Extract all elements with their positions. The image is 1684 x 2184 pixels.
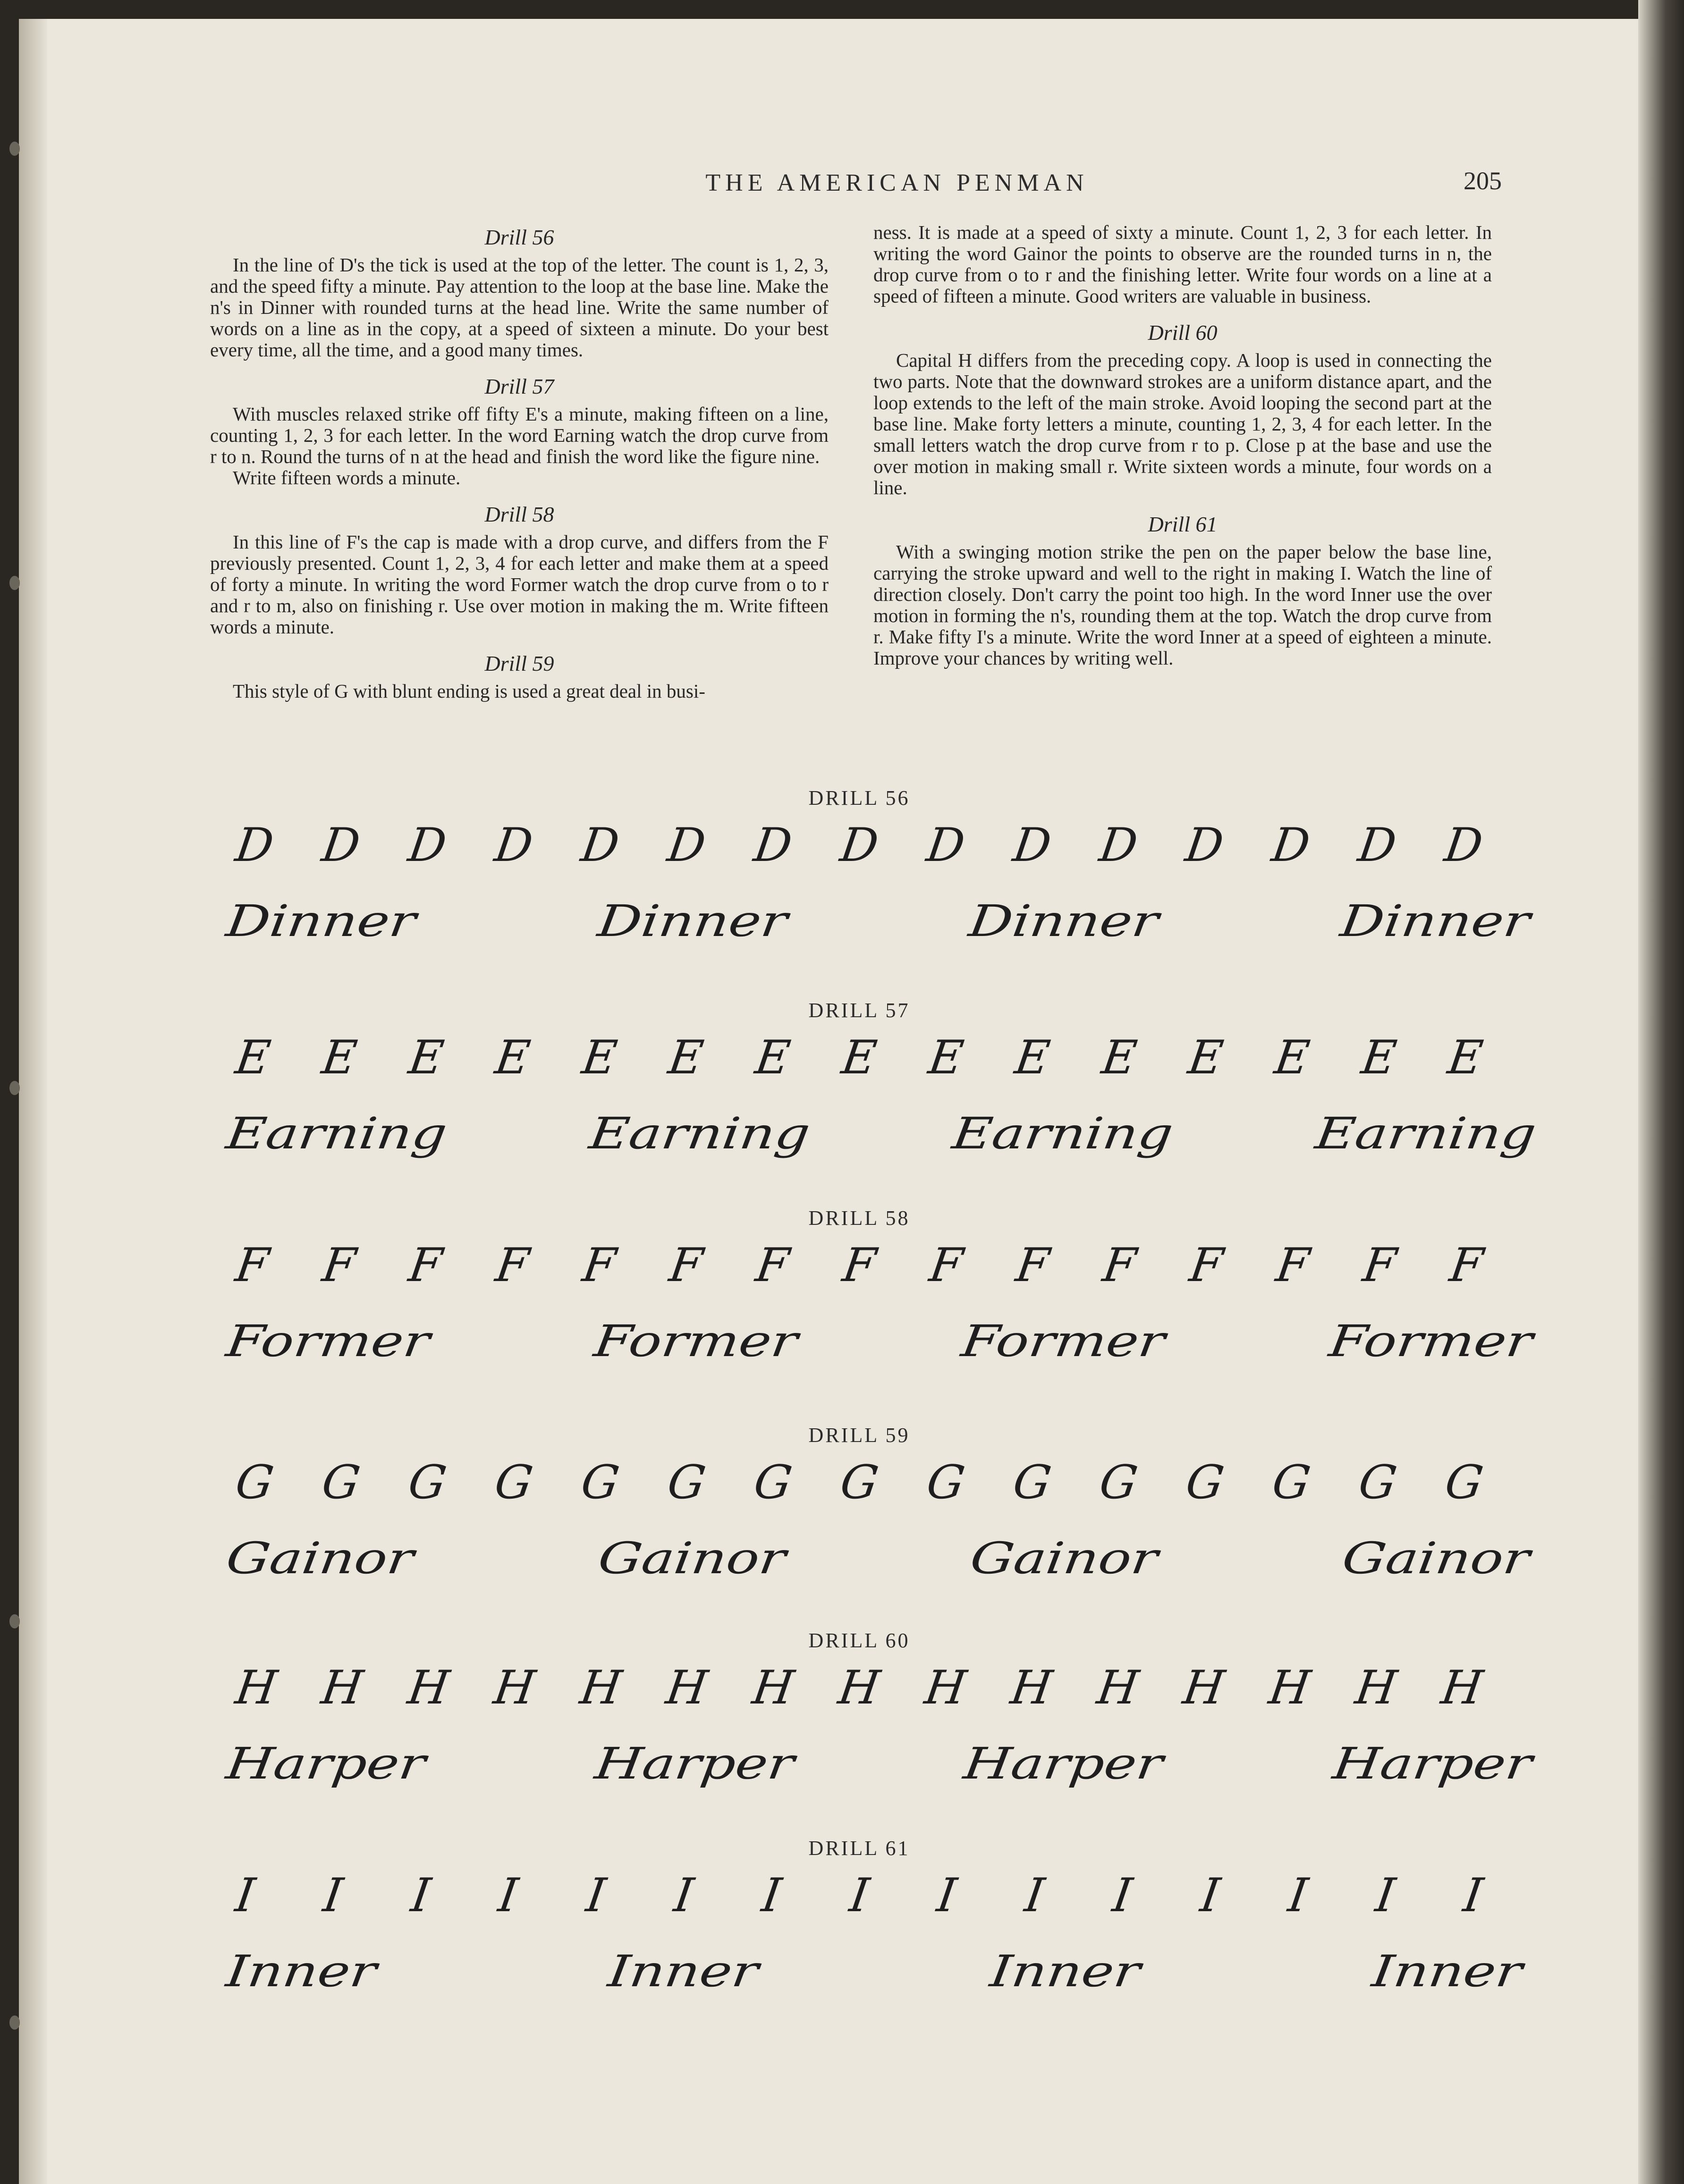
script-word: Former [958, 1315, 1168, 1366]
script-capital: F [1446, 1239, 1486, 1292]
script-capital: H [318, 1661, 366, 1715]
script-capital: H [921, 1661, 970, 1715]
binding-mark [9, 2015, 20, 2030]
script-capital: E [1271, 1031, 1313, 1085]
script-capital: I [407, 1869, 434, 1923]
script-capital: D [405, 818, 450, 872]
script-capital: E [405, 1031, 447, 1085]
binding-mark [9, 576, 20, 590]
script-capital: E [492, 1031, 533, 1085]
script-capital: D [1009, 818, 1055, 872]
script-capital: H [1093, 1661, 1142, 1715]
script-capital: H [1007, 1661, 1056, 1715]
script-capital: F [1273, 1239, 1313, 1292]
script-capital: H [232, 1661, 280, 1715]
script-capital: H [1179, 1661, 1228, 1715]
script-capital: F [579, 1239, 619, 1292]
script-capital: G [837, 1456, 882, 1509]
specimen-title: DRILL 61 [808, 1837, 910, 1860]
script-capital: I [232, 1869, 258, 1923]
drill-specimen [217, 998, 1540, 1162]
drill-57-heading: Drill 57 [484, 374, 554, 398]
drill-59-text-continued: ness. It is made at a speed of sixty a minute. Count 1, 2, 3 for each letter. In writing the word Gainor the points to observe are the rounded turns in n, the drop curve from o to r and the finishing letter. Write four words on a line at a speed of fifteen a minute. Good writers are valuable in business. [873, 221, 1492, 307]
script-capital: D [1096, 818, 1141, 872]
script-capital: G [1269, 1456, 1313, 1509]
script-capital: E [1098, 1031, 1140, 1085]
binding-mark [9, 1081, 20, 1095]
script-word-row [217, 893, 1533, 949]
script-word: Inner [1369, 1946, 1525, 1997]
script-word: Dinner [223, 895, 419, 946]
script-capital: G [1182, 1456, 1227, 1509]
script-word-row [217, 1943, 1525, 1999]
script-capital: F [666, 1239, 706, 1292]
script-capital: F [1360, 1239, 1400, 1292]
script-capital: D [664, 818, 709, 872]
script-word-row [217, 1105, 1540, 1162]
book-page [19, 19, 1638, 2184]
script-capital: D [491, 818, 536, 872]
script-capital: E [319, 1031, 361, 1085]
drill-59-text: This style of G with blunt ending is used a great deal in busi- [233, 680, 705, 702]
script-capital: H [1438, 1661, 1486, 1715]
running-title: THE AMERICAN PENMAN [705, 169, 1089, 196]
script-capital: G [491, 1456, 536, 1509]
script-capital: D [750, 818, 795, 872]
script-word: Earning [586, 1108, 813, 1159]
script-capital: F [1013, 1239, 1053, 1292]
drill-specimen [217, 1206, 1536, 1369]
specimen-title: DRILL 60 [808, 1629, 910, 1652]
script-capital: I [1372, 1869, 1399, 1923]
script-capital: E [752, 1031, 794, 1085]
script-word-row [217, 1530, 1533, 1586]
script-capital: F [1100, 1239, 1140, 1292]
script-capital: E [838, 1031, 880, 1085]
script-capital: G [577, 1456, 623, 1509]
script-capital: D [318, 818, 364, 872]
script-word: Gainor [967, 1533, 1161, 1584]
script-capital: H [491, 1661, 539, 1715]
drill-specimen [217, 786, 1533, 949]
script-capital: D [923, 818, 968, 872]
script-capital: I [1285, 1869, 1311, 1923]
script-capital: I [495, 1869, 522, 1923]
script-word: Earning [223, 1108, 450, 1159]
binding-shadow [19, 19, 47, 2184]
script-word-row [217, 1735, 1535, 1792]
script-capital: I [846, 1869, 872, 1923]
script-capital: D [232, 818, 277, 872]
capital-letter-row [217, 1240, 1501, 1291]
script-capital: G [664, 1456, 709, 1509]
script-word: Dinner [1337, 895, 1533, 946]
script-word: Dinner [594, 895, 790, 946]
drill-58-text: In this line of F's the cap is made with a drop curve, and differs from the F previously presented. Count 1, 2, 3, 4 for each letter and make them at a speed of forty a minute. In writing the word Former watch the drop curve from o to r and r to m, also on finishing r. Use over motion in making the m. Write fifteen words a minute. [210, 531, 829, 638]
script-word: Harper [592, 1738, 797, 1789]
script-word: Former [223, 1315, 433, 1366]
script-capital: E [232, 1031, 274, 1085]
script-capital: H [749, 1661, 797, 1715]
script-capital: G [1096, 1456, 1141, 1509]
script-capital: F [319, 1239, 359, 1292]
script-word: Earning [949, 1108, 1176, 1159]
script-word: Gainor [595, 1533, 789, 1584]
script-capital: G [405, 1456, 450, 1509]
script-capital: I [934, 1869, 960, 1923]
script-capital: E [1012, 1031, 1053, 1085]
script-capital: E [925, 1031, 967, 1085]
capital-letter-row [217, 1662, 1501, 1714]
script-capital: H [1352, 1661, 1400, 1715]
specimen-title: DRILL 57 [808, 999, 910, 1022]
script-word: Inner [987, 1946, 1143, 1997]
drill-56-text: In the line of D's the tick is used at the top of the letter. The count is 1, 2, 3, and the speed fifty a minute. Pay attention to the loop at the base line. Make the n's in Dinner with rounded turns at the head line. Write the same number of words on a line as in the copy, at a speed of sixteen a minute. Do your best every time, all the time, and a good many times. [210, 254, 829, 361]
drill-57-text: With muscles relaxed strike off fifty E's a minute, making fifteen on a line, counting 1, 2, 3 for each letter. In the word Earning watch the drop curve from r to n. Round the turns of n at the head and finish the word like the figure nine. [210, 403, 829, 467]
script-capital: I [1022, 1869, 1048, 1923]
drill-specimen [217, 1628, 1535, 1792]
drill-specimen [217, 1423, 1533, 1586]
drill-56-heading: Drill 56 [484, 225, 554, 249]
binding-mark [9, 1614, 20, 1628]
script-capital: F [839, 1239, 879, 1292]
script-word-row [217, 1313, 1536, 1369]
script-capital: F [1186, 1239, 1226, 1292]
script-capital: G [318, 1456, 364, 1509]
script-capital: I [583, 1869, 609, 1923]
script-capital: E [1185, 1031, 1227, 1085]
drill-58-heading: Drill 58 [484, 502, 554, 526]
drill-specimen [217, 1836, 1525, 1999]
script-capital: E [665, 1031, 707, 1085]
right-column [873, 222, 1492, 669]
script-capital: I [670, 1869, 697, 1923]
drill-60-heading: Drill 60 [1148, 320, 1218, 345]
script-capital: I [1109, 1869, 1135, 1923]
script-capital: F [753, 1239, 793, 1292]
script-capital: G [1441, 1456, 1486, 1509]
script-word: Gainor [1339, 1533, 1533, 1584]
script-capital: I [758, 1869, 785, 1923]
drill-59-heading: Drill 59 [484, 651, 554, 675]
script-word: Former [591, 1315, 801, 1366]
specimen-title: DRILL 56 [808, 786, 910, 810]
page-number: 205 [1464, 167, 1502, 195]
left-column [210, 222, 829, 702]
script-capital: E [578, 1031, 620, 1085]
script-word: Harper [961, 1738, 1166, 1789]
capital-letter-row [217, 1032, 1501, 1084]
drill-57-text-2: Write fifteen words a minute. [233, 467, 461, 489]
script-capital: H [663, 1661, 711, 1715]
script-capital: H [404, 1661, 453, 1715]
script-capital: I [1460, 1869, 1486, 1923]
script-word: Earning [1312, 1108, 1540, 1159]
drill-61-heading: Drill 61 [1148, 512, 1218, 536]
drill-61-text: With a swinging motion strike the pen on the paper below the base line, carrying the stroke upward and well to the right in making I. Watch the line of direction closely. Don't carry the point too high. In the word Inner use the over motion in forming the n's, rounding them at the top. Watch the drop curve from r. Make fifty I's a minute. Write the word Inner at a speed of eighteen a minute. Improve your chances by writing well. [873, 541, 1492, 669]
script-capital: D [837, 818, 882, 872]
script-word: Former [1326, 1315, 1536, 1366]
script-word: Harper [223, 1738, 429, 1789]
capital-letter-row [217, 819, 1501, 871]
specimen-title: DRILL 59 [808, 1424, 910, 1447]
capital-letter-row [217, 1870, 1501, 1922]
script-capital: F [406, 1239, 446, 1292]
script-word: Harper [1329, 1738, 1535, 1789]
script-capital: I [1197, 1869, 1223, 1923]
script-capital: H [1266, 1661, 1314, 1715]
script-word: Inner [223, 1946, 380, 1997]
script-capital: G [750, 1456, 795, 1509]
script-capital: D [1269, 818, 1314, 872]
binding-mark [9, 142, 20, 156]
script-capital: D [1182, 818, 1227, 872]
script-word: Gainor [223, 1533, 417, 1584]
script-word: Inner [605, 1946, 762, 1997]
script-capital: G [1009, 1456, 1055, 1509]
right-page-edge [1638, 0, 1684, 2184]
script-capital: F [232, 1239, 272, 1292]
specimen-title: DRILL 58 [808, 1206, 910, 1230]
script-capital: G [1355, 1456, 1400, 1509]
script-capital: H [576, 1661, 625, 1715]
script-capital: H [835, 1661, 883, 1715]
script-capital: F [926, 1239, 966, 1292]
script-capital: F [492, 1239, 533, 1292]
drill-60-text: Capital H differs from the preceding copy. A loop is used in connecting the two parts. Note that the downward strokes are a uniform distance apart, and the loop extends to the left of the main stroke. Avoid looping the second part at the base line. Make forty letters a minute, counting 1, 2, 3, 4 for each letter. In the small letters watch the drop curve from r to p. Close p at the base and use the over motion in making small r. Write sixteen words a minute, four words on a line. [873, 349, 1492, 498]
script-capital: E [1445, 1031, 1486, 1085]
script-capital: E [1358, 1031, 1400, 1085]
script-capital: G [232, 1456, 277, 1509]
script-capital: D [1355, 818, 1400, 872]
script-capital: I [320, 1869, 346, 1923]
script-word: Dinner [966, 895, 1162, 946]
script-capital: D [1441, 818, 1486, 872]
script-capital: G [923, 1456, 968, 1509]
capital-letter-row [217, 1457, 1501, 1509]
script-capital: D [577, 818, 623, 872]
